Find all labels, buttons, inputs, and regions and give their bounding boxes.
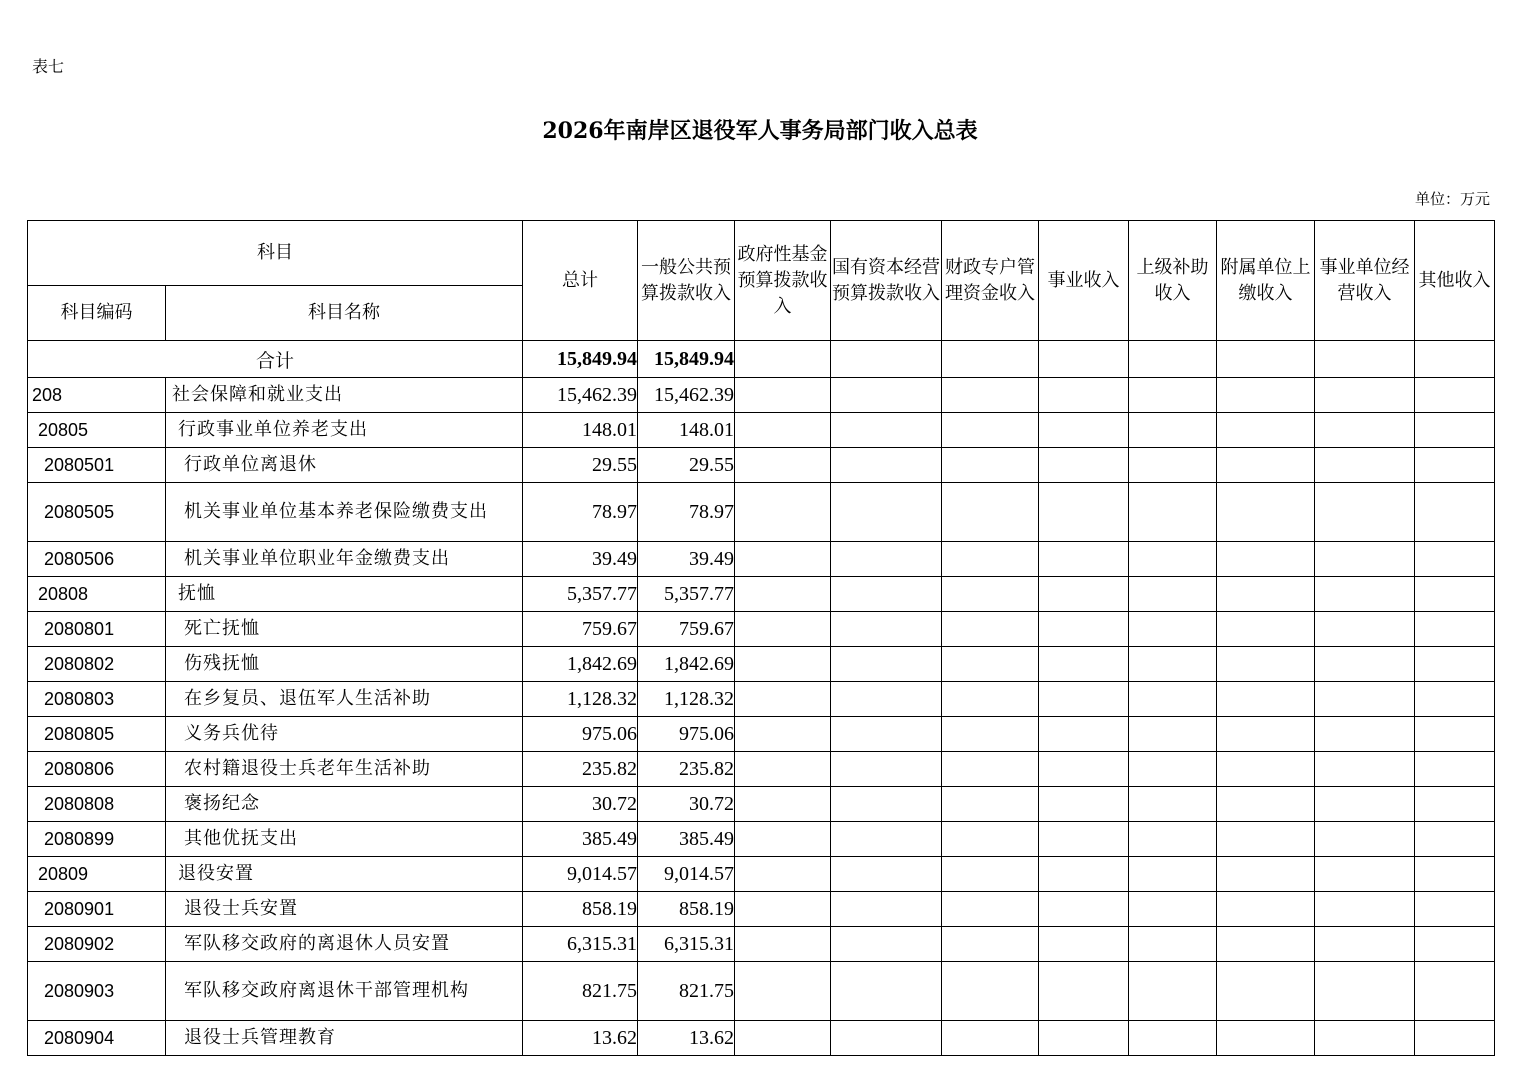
empty-cell: [1217, 927, 1315, 962]
empty-cell: [831, 647, 942, 682]
empty-cell: [1315, 822, 1415, 857]
subject-code: 2080806: [28, 752, 166, 787]
empty-cell: [831, 612, 942, 647]
empty-cell: [1217, 413, 1315, 448]
empty-cell: [1415, 341, 1495, 378]
empty-cell: [831, 962, 942, 1021]
subject-name-cell: [166, 612, 523, 647]
total-value: 5,357.77: [523, 577, 638, 612]
empty-cell: [942, 892, 1039, 927]
empty-cell: [831, 483, 942, 542]
general-budget-value: 148.01: [638, 413, 735, 448]
table-row: [28, 752, 1495, 787]
subject-code: 2080899: [28, 822, 166, 857]
empty-cell: [1415, 542, 1495, 577]
subject-name-cell: [166, 448, 523, 483]
empty-cell: [1415, 612, 1495, 647]
empty-cell: [735, 682, 831, 717]
total-value: 29.55: [523, 448, 638, 483]
subject-name-cell: [166, 892, 523, 927]
general-budget-value: 29.55: [638, 448, 735, 483]
general-budget-value: 6,315.31: [638, 927, 735, 962]
total-value: 759.67: [523, 612, 638, 647]
empty-cell: [831, 787, 942, 822]
empty-cell: [831, 448, 942, 483]
income-table: [27, 220, 1495, 1056]
subject-name: 社会保障和就业支出: [172, 384, 343, 405]
empty-cell: [1039, 822, 1129, 857]
table-row: [28, 717, 1495, 752]
empty-cell: [1217, 378, 1315, 413]
empty-cell: [942, 822, 1039, 857]
total-value: 858.19: [523, 892, 638, 927]
general-budget-value: 975.06: [638, 717, 735, 752]
subject-name-cell: [166, 647, 523, 682]
empty-cell: [1129, 612, 1217, 647]
empty-cell: [735, 341, 831, 378]
table-row: [28, 822, 1495, 857]
header-business-income: 事业收入: [1039, 221, 1129, 341]
subject-name: 退役士兵管理教育: [184, 1027, 336, 1048]
subject-code: 2080808: [28, 787, 166, 822]
empty-cell: [1415, 857, 1495, 892]
general-budget-value: 78.97: [638, 483, 735, 542]
general-budget-value: 385.49: [638, 822, 735, 857]
subject-code: 2080803: [28, 682, 166, 717]
empty-cell: [1039, 927, 1129, 962]
empty-cell: [942, 927, 1039, 962]
header-other-income: 其他收入: [1415, 221, 1495, 341]
subject-name-cell: [166, 822, 523, 857]
header-subject: 科目: [28, 221, 523, 286]
subject-code: 2080904: [28, 1021, 166, 1056]
general-budget-value: 13.62: [638, 1021, 735, 1056]
empty-cell: [1315, 682, 1415, 717]
empty-cell: [942, 413, 1039, 448]
empty-cell: [1315, 647, 1415, 682]
empty-cell: [942, 717, 1039, 752]
empty-cell: [1129, 577, 1217, 612]
empty-cell: [1315, 542, 1415, 577]
empty-cell: [1415, 717, 1495, 752]
total-value: 13.62: [523, 1021, 638, 1056]
subject-name: 其他优抚支出: [184, 828, 298, 849]
empty-cell: [831, 857, 942, 892]
empty-cell: [831, 542, 942, 577]
table-row: [28, 483, 1495, 542]
table-row: [28, 542, 1495, 577]
empty-cell: [1415, 682, 1495, 717]
empty-cell: [1217, 962, 1315, 1021]
empty-cell: [1315, 448, 1415, 483]
empty-cell: [1315, 577, 1415, 612]
header-state-capital: 国有资本经营预算拨款收入: [831, 221, 942, 341]
empty-cell: [1129, 857, 1217, 892]
table-row: [28, 892, 1495, 927]
total-value: 148.01: [523, 413, 638, 448]
subject-code: 2080501: [28, 448, 166, 483]
table-row: [28, 448, 1495, 483]
summary-general-budget: 15,849.94: [638, 341, 735, 378]
empty-cell: [831, 413, 942, 448]
empty-cell: [735, 892, 831, 927]
empty-cell: [1217, 787, 1315, 822]
empty-cell: [831, 341, 942, 378]
empty-cell: [942, 341, 1039, 378]
empty-cell: [1415, 413, 1495, 448]
table-row: [28, 962, 1495, 1021]
empty-cell: [1129, 448, 1217, 483]
empty-cell: [1315, 483, 1415, 542]
empty-cell: [831, 577, 942, 612]
general-budget-value: 235.82: [638, 752, 735, 787]
summary-row: [28, 341, 1495, 378]
empty-cell: [831, 717, 942, 752]
general-budget-value: 1,842.69: [638, 647, 735, 682]
empty-cell: [1315, 612, 1415, 647]
empty-cell: [1415, 378, 1495, 413]
general-budget-value: 5,357.77: [638, 577, 735, 612]
general-budget-value: 30.72: [638, 787, 735, 822]
subject-name: 机关事业单位职业年金缴费支出: [184, 548, 450, 569]
empty-cell: [735, 483, 831, 542]
empty-cell: [1217, 682, 1315, 717]
empty-cell: [1039, 413, 1129, 448]
empty-cell: [1315, 892, 1415, 927]
subject-code: 208: [28, 378, 166, 413]
total-value: 15,462.39: [523, 378, 638, 413]
empty-cell: [942, 647, 1039, 682]
subject-name-cell: [166, 752, 523, 787]
empty-cell: [942, 682, 1039, 717]
empty-cell: [1217, 647, 1315, 682]
subject-code: 20808: [28, 577, 166, 612]
empty-cell: [735, 717, 831, 752]
empty-cell: [942, 448, 1039, 483]
subject-name-cell: [166, 927, 523, 962]
empty-cell: [1315, 962, 1415, 1021]
empty-cell: [1217, 1021, 1315, 1056]
empty-cell: [1415, 647, 1495, 682]
subject-name: 抚恤: [178, 583, 216, 604]
empty-cell: [1315, 752, 1415, 787]
empty-cell: [942, 542, 1039, 577]
total-value: 975.06: [523, 717, 638, 752]
header-total: 总计: [523, 221, 638, 341]
empty-cell: [1129, 341, 1217, 378]
subject-code: 2080901: [28, 892, 166, 927]
empty-cell: [831, 927, 942, 962]
table-row: [28, 787, 1495, 822]
empty-cell: [942, 1021, 1039, 1056]
subject-name: 行政单位离退休: [184, 454, 317, 475]
empty-cell: [1217, 483, 1315, 542]
header-code: 科目编码: [28, 286, 166, 341]
subject-name: 义务兵优待: [184, 723, 279, 744]
subject-code: 2080506: [28, 542, 166, 577]
table-number: 表七: [32, 57, 65, 76]
empty-cell: [1315, 717, 1415, 752]
subject-code: 2080801: [28, 612, 166, 647]
empty-cell: [1415, 448, 1495, 483]
empty-cell: [942, 752, 1039, 787]
empty-cell: [735, 542, 831, 577]
subject-name: 褒扬纪念: [184, 793, 260, 814]
subject-name-cell: [166, 577, 523, 612]
subject-name-cell: [166, 1021, 523, 1056]
empty-cell: [831, 682, 942, 717]
header-affiliated-income: 附属单位上缴收入: [1217, 221, 1315, 341]
empty-cell: [831, 892, 942, 927]
total-value: 235.82: [523, 752, 638, 787]
empty-cell: [942, 577, 1039, 612]
empty-cell: [1129, 962, 1217, 1021]
empty-cell: [735, 378, 831, 413]
empty-cell: [1129, 822, 1217, 857]
subject-name-cell: [166, 413, 523, 448]
empty-cell: [1129, 717, 1217, 752]
empty-cell: [831, 378, 942, 413]
empty-cell: [1129, 682, 1217, 717]
total-value: 39.49: [523, 542, 638, 577]
empty-cell: [1039, 483, 1129, 542]
empty-cell: [735, 962, 831, 1021]
empty-cell: [1315, 378, 1415, 413]
empty-cell: [1129, 483, 1217, 542]
table-row: [28, 1021, 1495, 1056]
subject-name: 伤残抚恤: [184, 653, 260, 674]
subject-code: 2080505: [28, 483, 166, 542]
empty-cell: [1415, 483, 1495, 542]
subject-name: 行政事业单位养老支出: [178, 419, 368, 440]
empty-cell: [1415, 822, 1495, 857]
empty-cell: [1217, 542, 1315, 577]
empty-cell: [1217, 857, 1315, 892]
page-title: 2026年南岸区退役军人事务局部门收入总表: [542, 118, 978, 144]
empty-cell: [942, 787, 1039, 822]
empty-cell: [735, 413, 831, 448]
empty-cell: [831, 1021, 942, 1056]
empty-cell: [1315, 413, 1415, 448]
general-budget-value: 821.75: [638, 962, 735, 1021]
empty-cell: [735, 927, 831, 962]
total-value: 821.75: [523, 962, 638, 1021]
table-row: [28, 927, 1495, 962]
empty-cell: [1039, 892, 1129, 927]
subject-name-cell: [166, 682, 523, 717]
table-row: [28, 612, 1495, 647]
empty-cell: [1217, 612, 1315, 647]
subject-name-cell: [166, 483, 523, 542]
general-budget-value: 759.67: [638, 612, 735, 647]
empty-cell: [1039, 752, 1129, 787]
general-budget-value: 1,128.32: [638, 682, 735, 717]
subject-code: 2080805: [28, 717, 166, 752]
total-value: 9,014.57: [523, 857, 638, 892]
total-value: 6,315.31: [523, 927, 638, 962]
empty-cell: [1039, 577, 1129, 612]
empty-cell: [1415, 927, 1495, 962]
empty-cell: [1039, 612, 1129, 647]
subject-name: 退役士兵安置: [184, 898, 298, 919]
total-value: 385.49: [523, 822, 638, 857]
empty-cell: [1129, 1021, 1217, 1056]
total-value: 1,842.69: [523, 647, 638, 682]
total-value: 30.72: [523, 787, 638, 822]
empty-cell: [735, 448, 831, 483]
empty-cell: [831, 822, 942, 857]
empty-cell: [942, 483, 1039, 542]
empty-cell: [1129, 892, 1217, 927]
empty-cell: [831, 752, 942, 787]
empty-cell: [1217, 892, 1315, 927]
subject-name: 机关事业单位基本养老保险缴费支出: [184, 501, 488, 522]
subject-name-cell: [166, 857, 523, 892]
summary-label: 合计: [28, 341, 523, 378]
subject-name-cell: [166, 378, 523, 413]
empty-cell: [1039, 341, 1129, 378]
empty-cell: [1415, 752, 1495, 787]
empty-cell: [1217, 341, 1315, 378]
empty-cell: [1217, 448, 1315, 483]
table-row: [28, 857, 1495, 892]
empty-cell: [1217, 717, 1315, 752]
empty-cell: [1217, 822, 1315, 857]
empty-cell: [735, 612, 831, 647]
empty-cell: [1217, 577, 1315, 612]
general-budget-value: 39.49: [638, 542, 735, 577]
empty-cell: [735, 647, 831, 682]
subject-name-cell: [166, 542, 523, 577]
empty-cell: [1315, 787, 1415, 822]
header-superior-subsidy: 上级补助收入: [1129, 221, 1217, 341]
empty-cell: [735, 822, 831, 857]
empty-cell: [1039, 717, 1129, 752]
header-gov-fund: 政府性基金预算拨款收入: [735, 221, 831, 341]
subject-code: 2080902: [28, 927, 166, 962]
general-budget-value: 9,014.57: [638, 857, 735, 892]
empty-cell: [735, 857, 831, 892]
empty-cell: [1039, 857, 1129, 892]
empty-cell: [1129, 542, 1217, 577]
table-row: [28, 577, 1495, 612]
empty-cell: [1039, 647, 1129, 682]
empty-cell: [1217, 752, 1315, 787]
empty-cell: [1415, 577, 1495, 612]
general-budget-value: 858.19: [638, 892, 735, 927]
header-operating-income: 事业单位经营收入: [1315, 221, 1415, 341]
empty-cell: [1039, 787, 1129, 822]
empty-cell: [942, 378, 1039, 413]
empty-cell: [1315, 927, 1415, 962]
total-value: 1,128.32: [523, 682, 638, 717]
empty-cell: [1039, 962, 1129, 1021]
empty-cell: [1129, 787, 1217, 822]
empty-cell: [1415, 1021, 1495, 1056]
empty-cell: [735, 787, 831, 822]
empty-cell: [1315, 857, 1415, 892]
empty-cell: [735, 1021, 831, 1056]
subject-name-cell: [166, 962, 523, 1021]
summary-total: 15,849.94: [523, 341, 638, 378]
empty-cell: [735, 752, 831, 787]
header-general-budget: 一般公共预算拨款收入: [638, 221, 735, 341]
empty-cell: [1415, 892, 1495, 927]
empty-cell: [942, 857, 1039, 892]
empty-cell: [1039, 448, 1129, 483]
empty-cell: [735, 577, 831, 612]
subject-code: 20809: [28, 857, 166, 892]
subject-name: 军队移交政府的离退休人员安置: [184, 933, 450, 954]
empty-cell: [1039, 378, 1129, 413]
empty-cell: [1039, 1021, 1129, 1056]
subject-name-cell: [166, 717, 523, 752]
subject-name-cell: [166, 787, 523, 822]
table-row: [28, 413, 1495, 448]
empty-cell: [942, 962, 1039, 1021]
empty-cell: [942, 612, 1039, 647]
empty-cell: [1129, 378, 1217, 413]
subject-code: 20805: [28, 413, 166, 448]
empty-cell: [1415, 787, 1495, 822]
empty-cell: [1039, 682, 1129, 717]
empty-cell: [1129, 647, 1217, 682]
table-row: [28, 647, 1495, 682]
empty-cell: [1315, 1021, 1415, 1056]
table-row: [28, 378, 1495, 413]
subject-name: 死亡抚恤: [184, 618, 260, 639]
subject-name: 军队移交政府离退休干部管理机构: [184, 980, 469, 1001]
subject-name: 在乡复员、退伍军人生活补助: [184, 688, 431, 709]
header-name: 科目名称: [166, 286, 523, 341]
header-special-account: 财政专户管理资金收入: [942, 221, 1039, 341]
general-budget-value: 15,462.39: [638, 378, 735, 413]
unit-label: 单位：万元: [1414, 190, 1490, 208]
empty-cell: [1129, 752, 1217, 787]
subject-code: 2080802: [28, 647, 166, 682]
total-value: 78.97: [523, 483, 638, 542]
empty-cell: [1129, 927, 1217, 962]
subject-code: 2080903: [28, 962, 166, 1021]
empty-cell: [1039, 542, 1129, 577]
empty-cell: [1315, 341, 1415, 378]
subject-name: 农村籍退役士兵老年生活补助: [184, 758, 431, 779]
empty-cell: [1415, 962, 1495, 1021]
empty-cell: [1129, 413, 1217, 448]
subject-name: 退役安置: [178, 863, 254, 884]
table-row: [28, 682, 1495, 717]
